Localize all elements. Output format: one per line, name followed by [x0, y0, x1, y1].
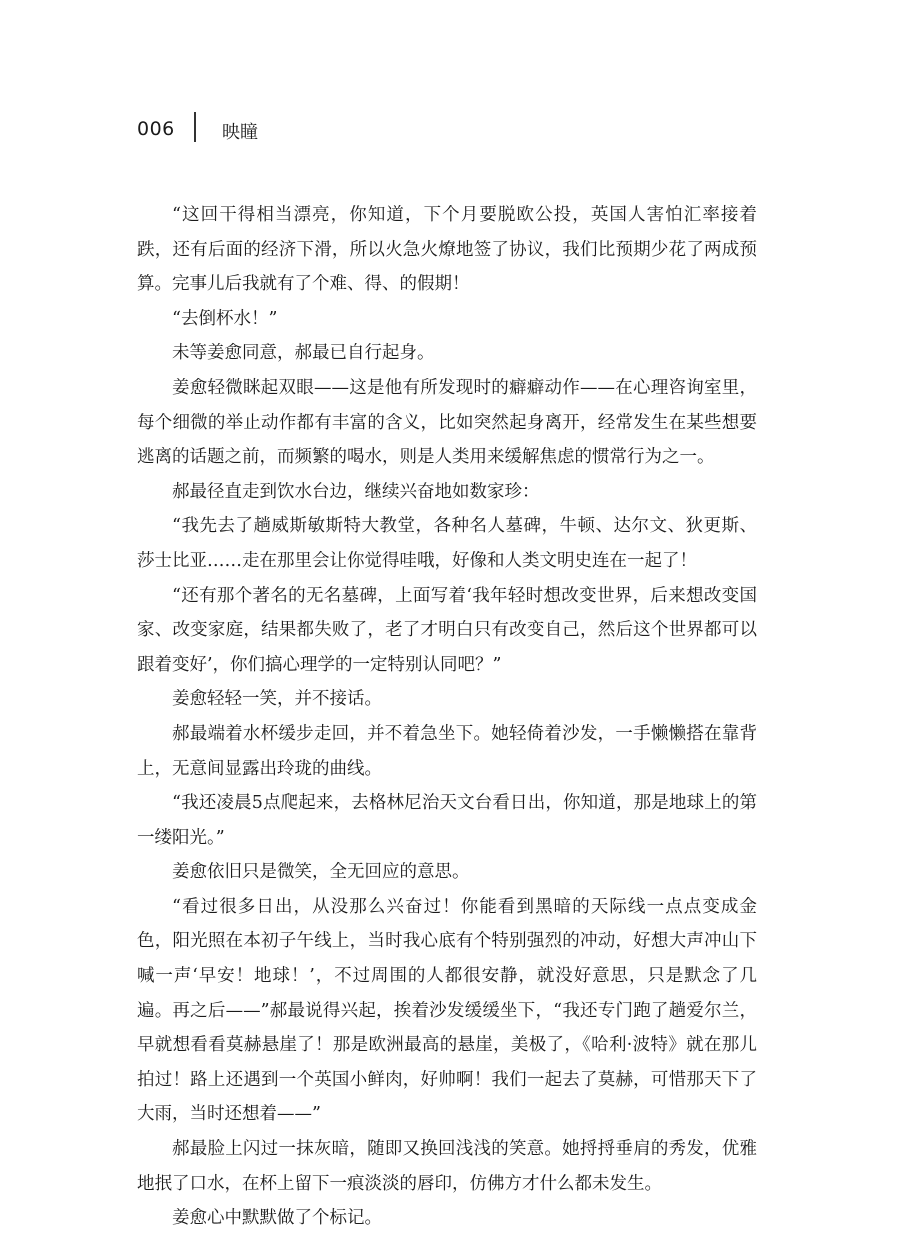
paragraph: 姜愈轻轻一笑，并不接话。	[172, 689, 382, 710]
paragraph: “看过很多日出，从没那么兴奋过！你能看到黑暗的天际线一点点变成金色，阳光照在本初子午线上，当时我心底有个特别强烈的冲动，好想大声冲山下喊一声‘早安！地球！’，不过周围的人都很安静，就没好意思，只是默念了几遍。再之后——”郝最说得兴起，挨着沙发缓缓坐下，“我还专门跑了趟爱尔兰，早就想看看莫赫悬崖了！那是欧洲最高的悬崖，美极了，《哈利·波特》就在那儿拍过！路上还遇到一个英国小鲜肉，好帅啊！我们一起去了莫赫，可惜那天下了大雨，当时还想着——”	[137, 896, 757, 1125]
paragraph: 郝最径直走到饮水台边，继续兴奋地如数家珍：	[172, 481, 540, 502]
running-title: 映瞳	[222, 122, 258, 143]
paragraph: 未等姜愈同意，郝最已自行起身。	[172, 343, 435, 364]
paragraph: 姜愈轻微眯起双眼——这是他有所发现时的癖癖动作——在心理咨询室里，每个细微的举止动作都有丰富的含义，比如突然起身离开，经常发生在某些想要逃离的话题之前，而频繁的喝水，则是人类用来缓解焦虑的惯常行为之一。	[137, 377, 757, 468]
paragraph: “还有那个著名的无名墓碑，上面写着‘我年轻时想改变世界，后来想改变国家、改变家庭，结果都失败了，老了才明白只有改变自己，然后这个世界都可以跟着变好’，你们搞心理学的一定特别认同吧？”	[137, 585, 757, 675]
paragraph: 姜愈心中默默做了个标记。	[172, 1208, 382, 1229]
paragraph: “这回干得相当漂亮，你知道，下个月要脱欧公投，英国人害怕汇率接着跌，还有后面的经济下滑，所以火急火燎地签了协议，我们比预期少花了两成预算。完事儿后我就有了个难、得、的假期！	[137, 205, 757, 295]
page-header	[137, 112, 537, 146]
paragraph: 姜愈依旧只是微笑，全无回应的意思。	[172, 862, 470, 883]
paragraph: “我还凌晨5点爬起来，去格林尼治天文台看日出，你知道，那是地球上的第一缕阳光。”	[137, 793, 757, 848]
header-divider	[194, 112, 196, 142]
paragraph: “我先去了趟威斯敏斯特大教堂，各种名人墓碑，牛顿、达尔文、狄更斯、莎士比亚……走在那里会让你觉得哇哦，好像和人类文明史连在一起了！	[137, 516, 757, 571]
paragraph: “去倒杯水！”	[172, 308, 278, 329]
page-number: 006	[137, 118, 175, 140]
body-text	[137, 198, 757, 1236]
paragraph: 郝最端着水杯缓步走回，并不着急坐下。她轻倚着沙发，一手懒懒搭在靠背上，无意间显露出玲珑的曲线。	[137, 723, 757, 779]
paragraph: 郝最脸上闪过一抹灰暗，随即又换回浅浅的笑意。她捋捋垂肩的秀发，优雅地抿了口水，在杯上留下一痕淡淡的唇印，仿佛方才什么都未发生。	[137, 1139, 757, 1194]
